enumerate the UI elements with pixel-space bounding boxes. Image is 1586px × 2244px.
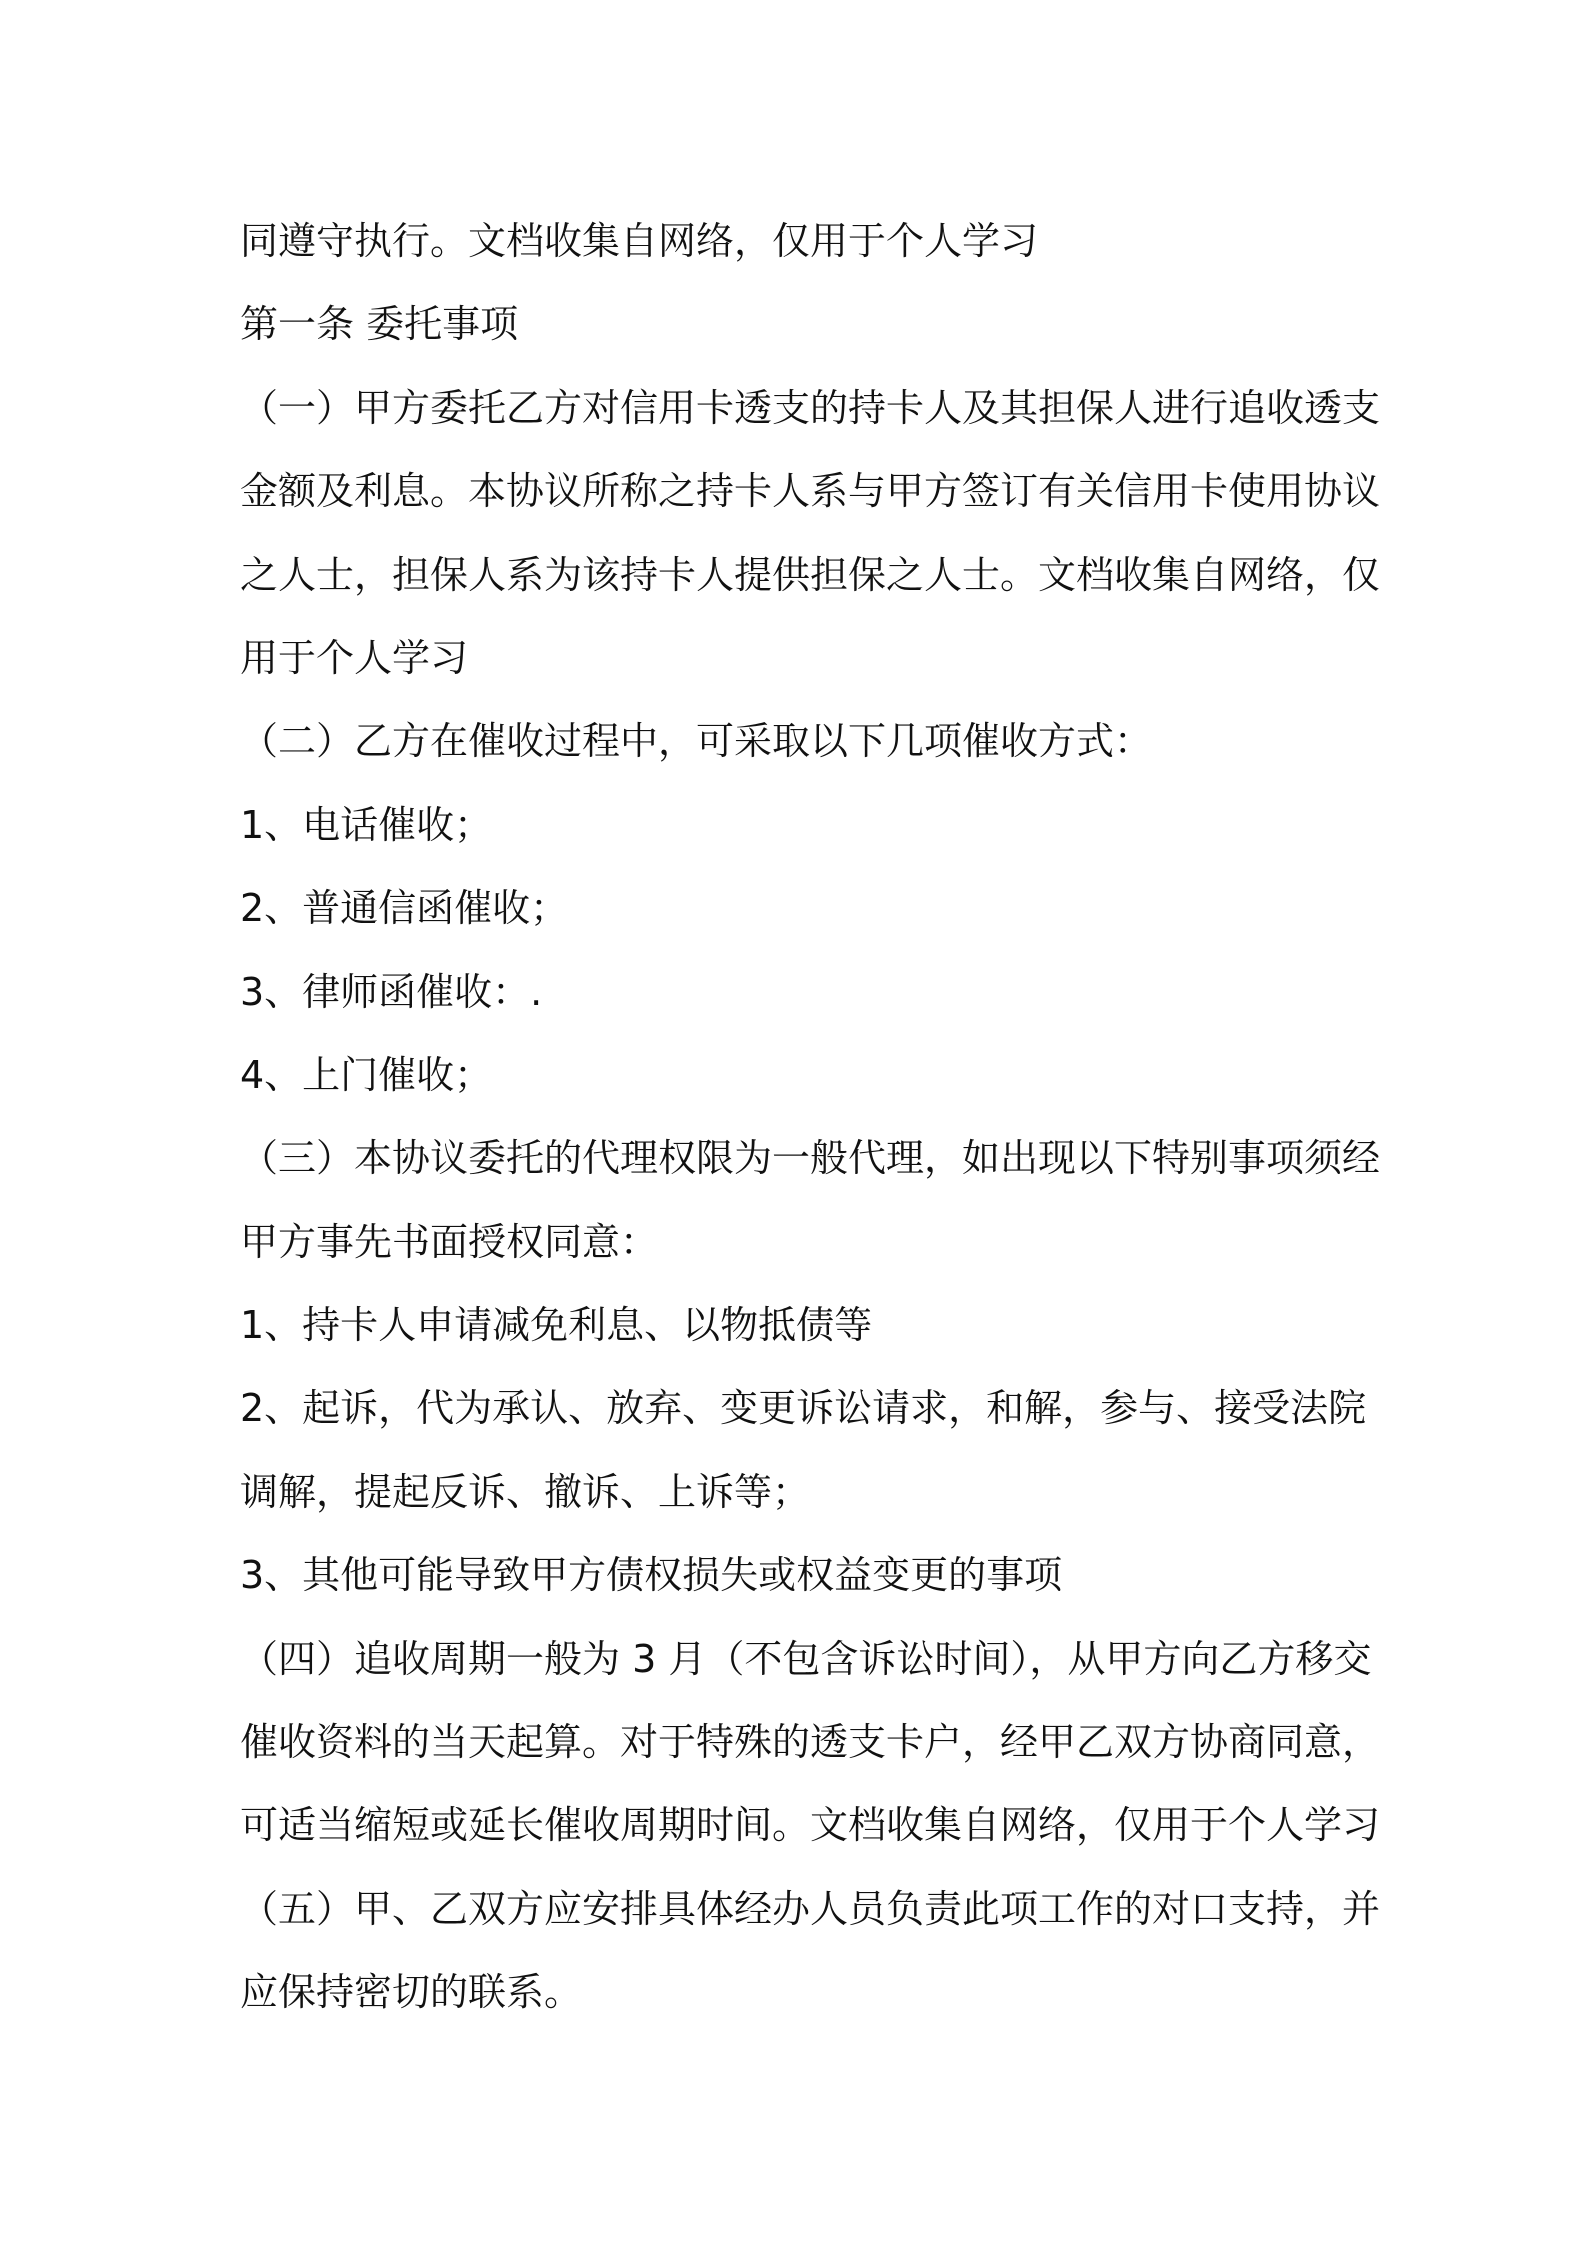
- list-item: 2、起诉，代为承认、放弃、变更诉讼请求，和解，参与、接受法院: [240, 1386, 1367, 1431]
- list-item: 2、普通信函催收；: [240, 886, 569, 931]
- text-line: （五）甲、乙双方应安排具体经办人员负责此项工作的对口支持，并: [240, 1886, 1381, 1931]
- text-line: 应保持密切的联系。: [240, 1970, 583, 2015]
- article-heading: 第一条 委托事项: [240, 302, 519, 347]
- text-line: （一）甲方委托乙方对信用卡透支的持卡人及其担保人进行追收透支: [240, 385, 1381, 430]
- text-line: 催收资料的当天起算。对于特殊的透支卡户，经甲乙双方协商同意，: [240, 1720, 1381, 1765]
- list-item: 3、其他可能导致甲方债权损失或权益变更的事项: [240, 1553, 1063, 1598]
- text-line: （三）本协议委托的代理权限为一般代理，如出现以下特别事项须经: [240, 1136, 1381, 1181]
- list-item: 3、律师函催收：.: [240, 969, 543, 1014]
- text-line: 同遵守执行。文档收集自网络，仅用于个人学习: [240, 219, 1039, 263]
- text-line: 甲方事先书面授权同意：: [240, 1219, 659, 1264]
- text-line: 调解，提起反诉、撤诉、上诉等；: [240, 1469, 811, 1514]
- text-line: （二）乙方在催收过程中，可采取以下几项催收方式：: [240, 719, 1153, 764]
- text-line: 可适当缩短或延长催收周期时间。文档收集自网络，仅用于个人学习: [240, 1803, 1381, 1848]
- document-body: [240, 200, 1381, 2035]
- list-item: 4、上门催收；: [240, 1052, 493, 1097]
- list-item: 1、持卡人申请减免利息、以物抵债等: [240, 1303, 873, 1348]
- list-item: 1、电话催收；: [240, 802, 493, 847]
- text-line: 之人士，担保人系为该持卡人提供担保之人士。文档收集自网络，仅: [240, 552, 1381, 597]
- text-line: 用于个人学习: [240, 635, 469, 680]
- text-line: （四）追收周期一般为 3 月（不包含诉讼时间），从甲方向乙方移交: [240, 1636, 1372, 1681]
- text-line: 金额及利息。本协议所称之持卡人系与甲方签订有关信用卡使用协议: [240, 469, 1381, 514]
